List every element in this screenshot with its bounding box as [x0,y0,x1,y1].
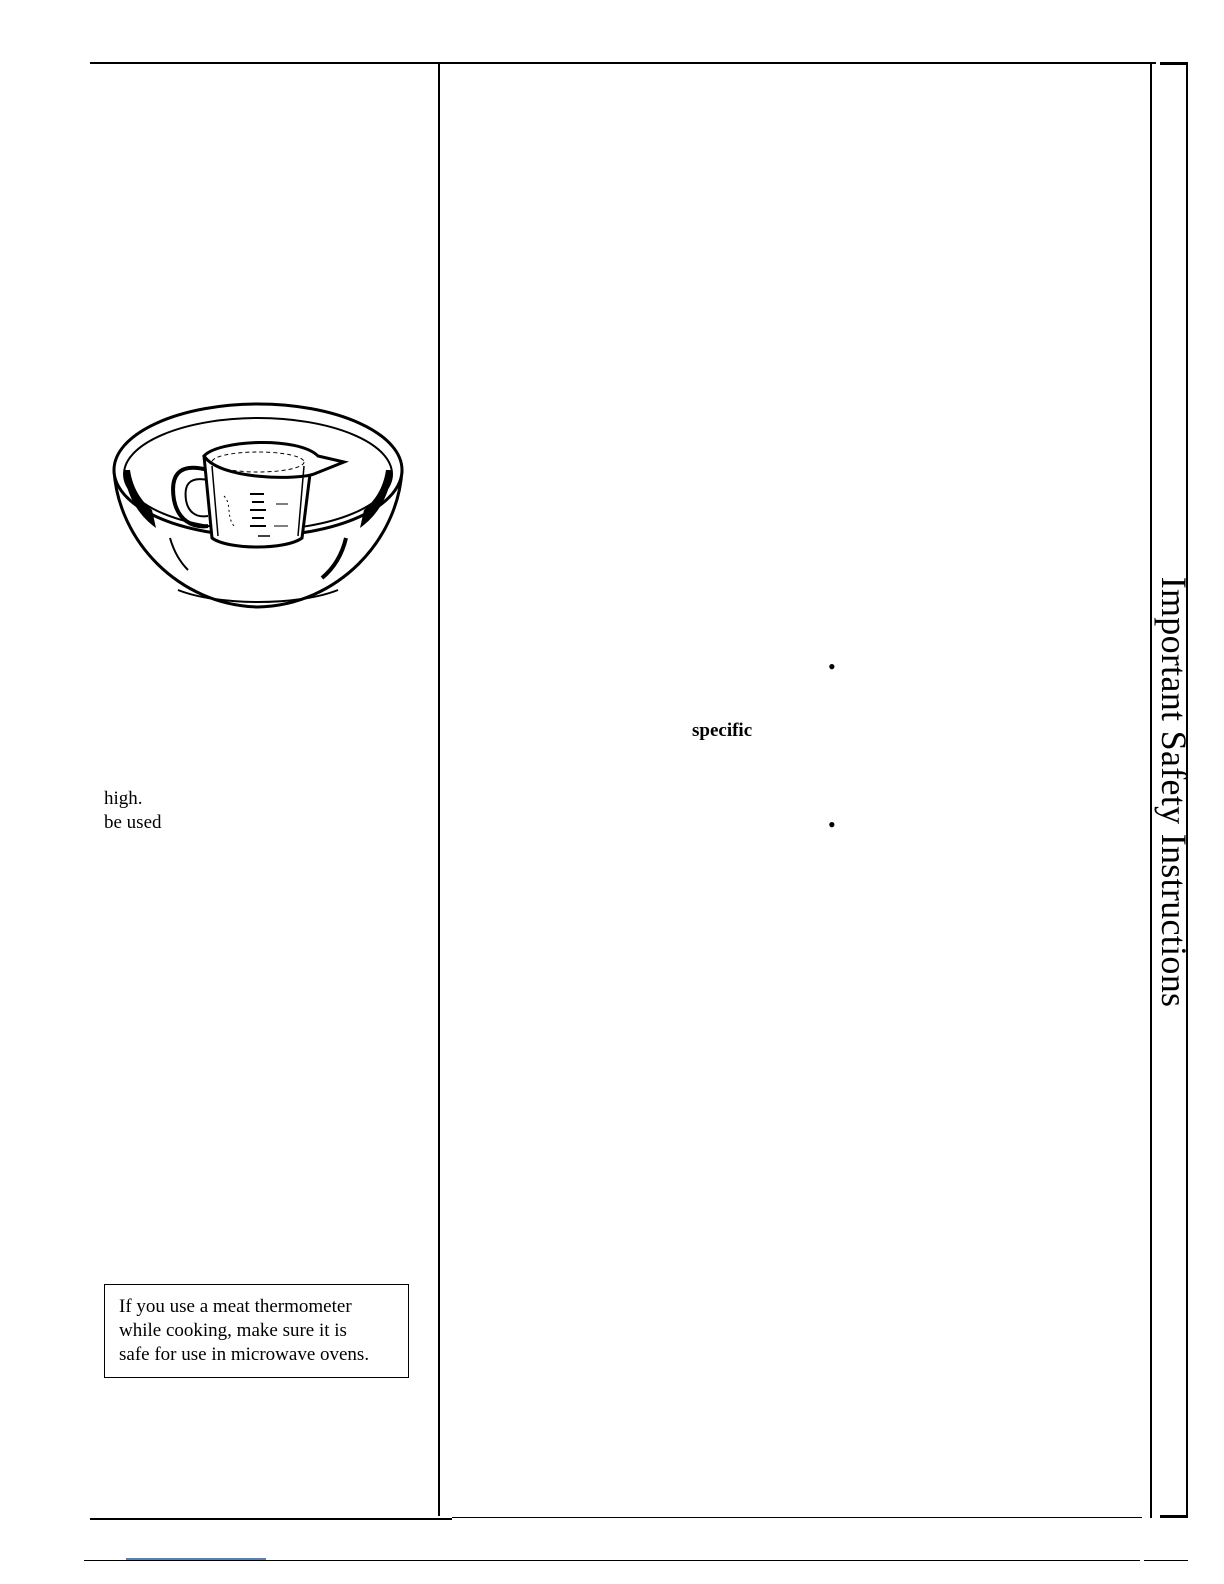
top-rule [90,62,1156,64]
side-tab-top-mark [1160,62,1186,65]
note-line: while cooking, make sure it is [119,1320,347,1341]
note-line: safe for use in microwave ovens. [119,1344,370,1365]
note-line: If you use a meat thermometer [119,1296,352,1317]
text-fragment-be-used: be used [104,812,162,833]
bullet-marker: • [828,812,836,837]
bottom-rule-left [90,1518,452,1520]
side-tab-title: Important Safety Instructions [1154,576,1194,1008]
footer-rule [84,1560,1140,1561]
text-fragment-high: high. [104,788,143,809]
measuring-cup-in-bowl-icon [108,400,408,615]
column-divider [438,62,440,1516]
footer-rule-right [1144,1560,1188,1561]
text-fragment-specific: specific [692,720,753,741]
bullet-marker: • [828,654,836,679]
side-tab-left-border [1150,62,1152,1518]
meat-thermometer-note [104,1284,409,1378]
side-tab-bottom-mark [1160,1515,1186,1518]
bottom-rule-right [452,1517,1142,1518]
footer-rule-highlight [126,1558,266,1560]
